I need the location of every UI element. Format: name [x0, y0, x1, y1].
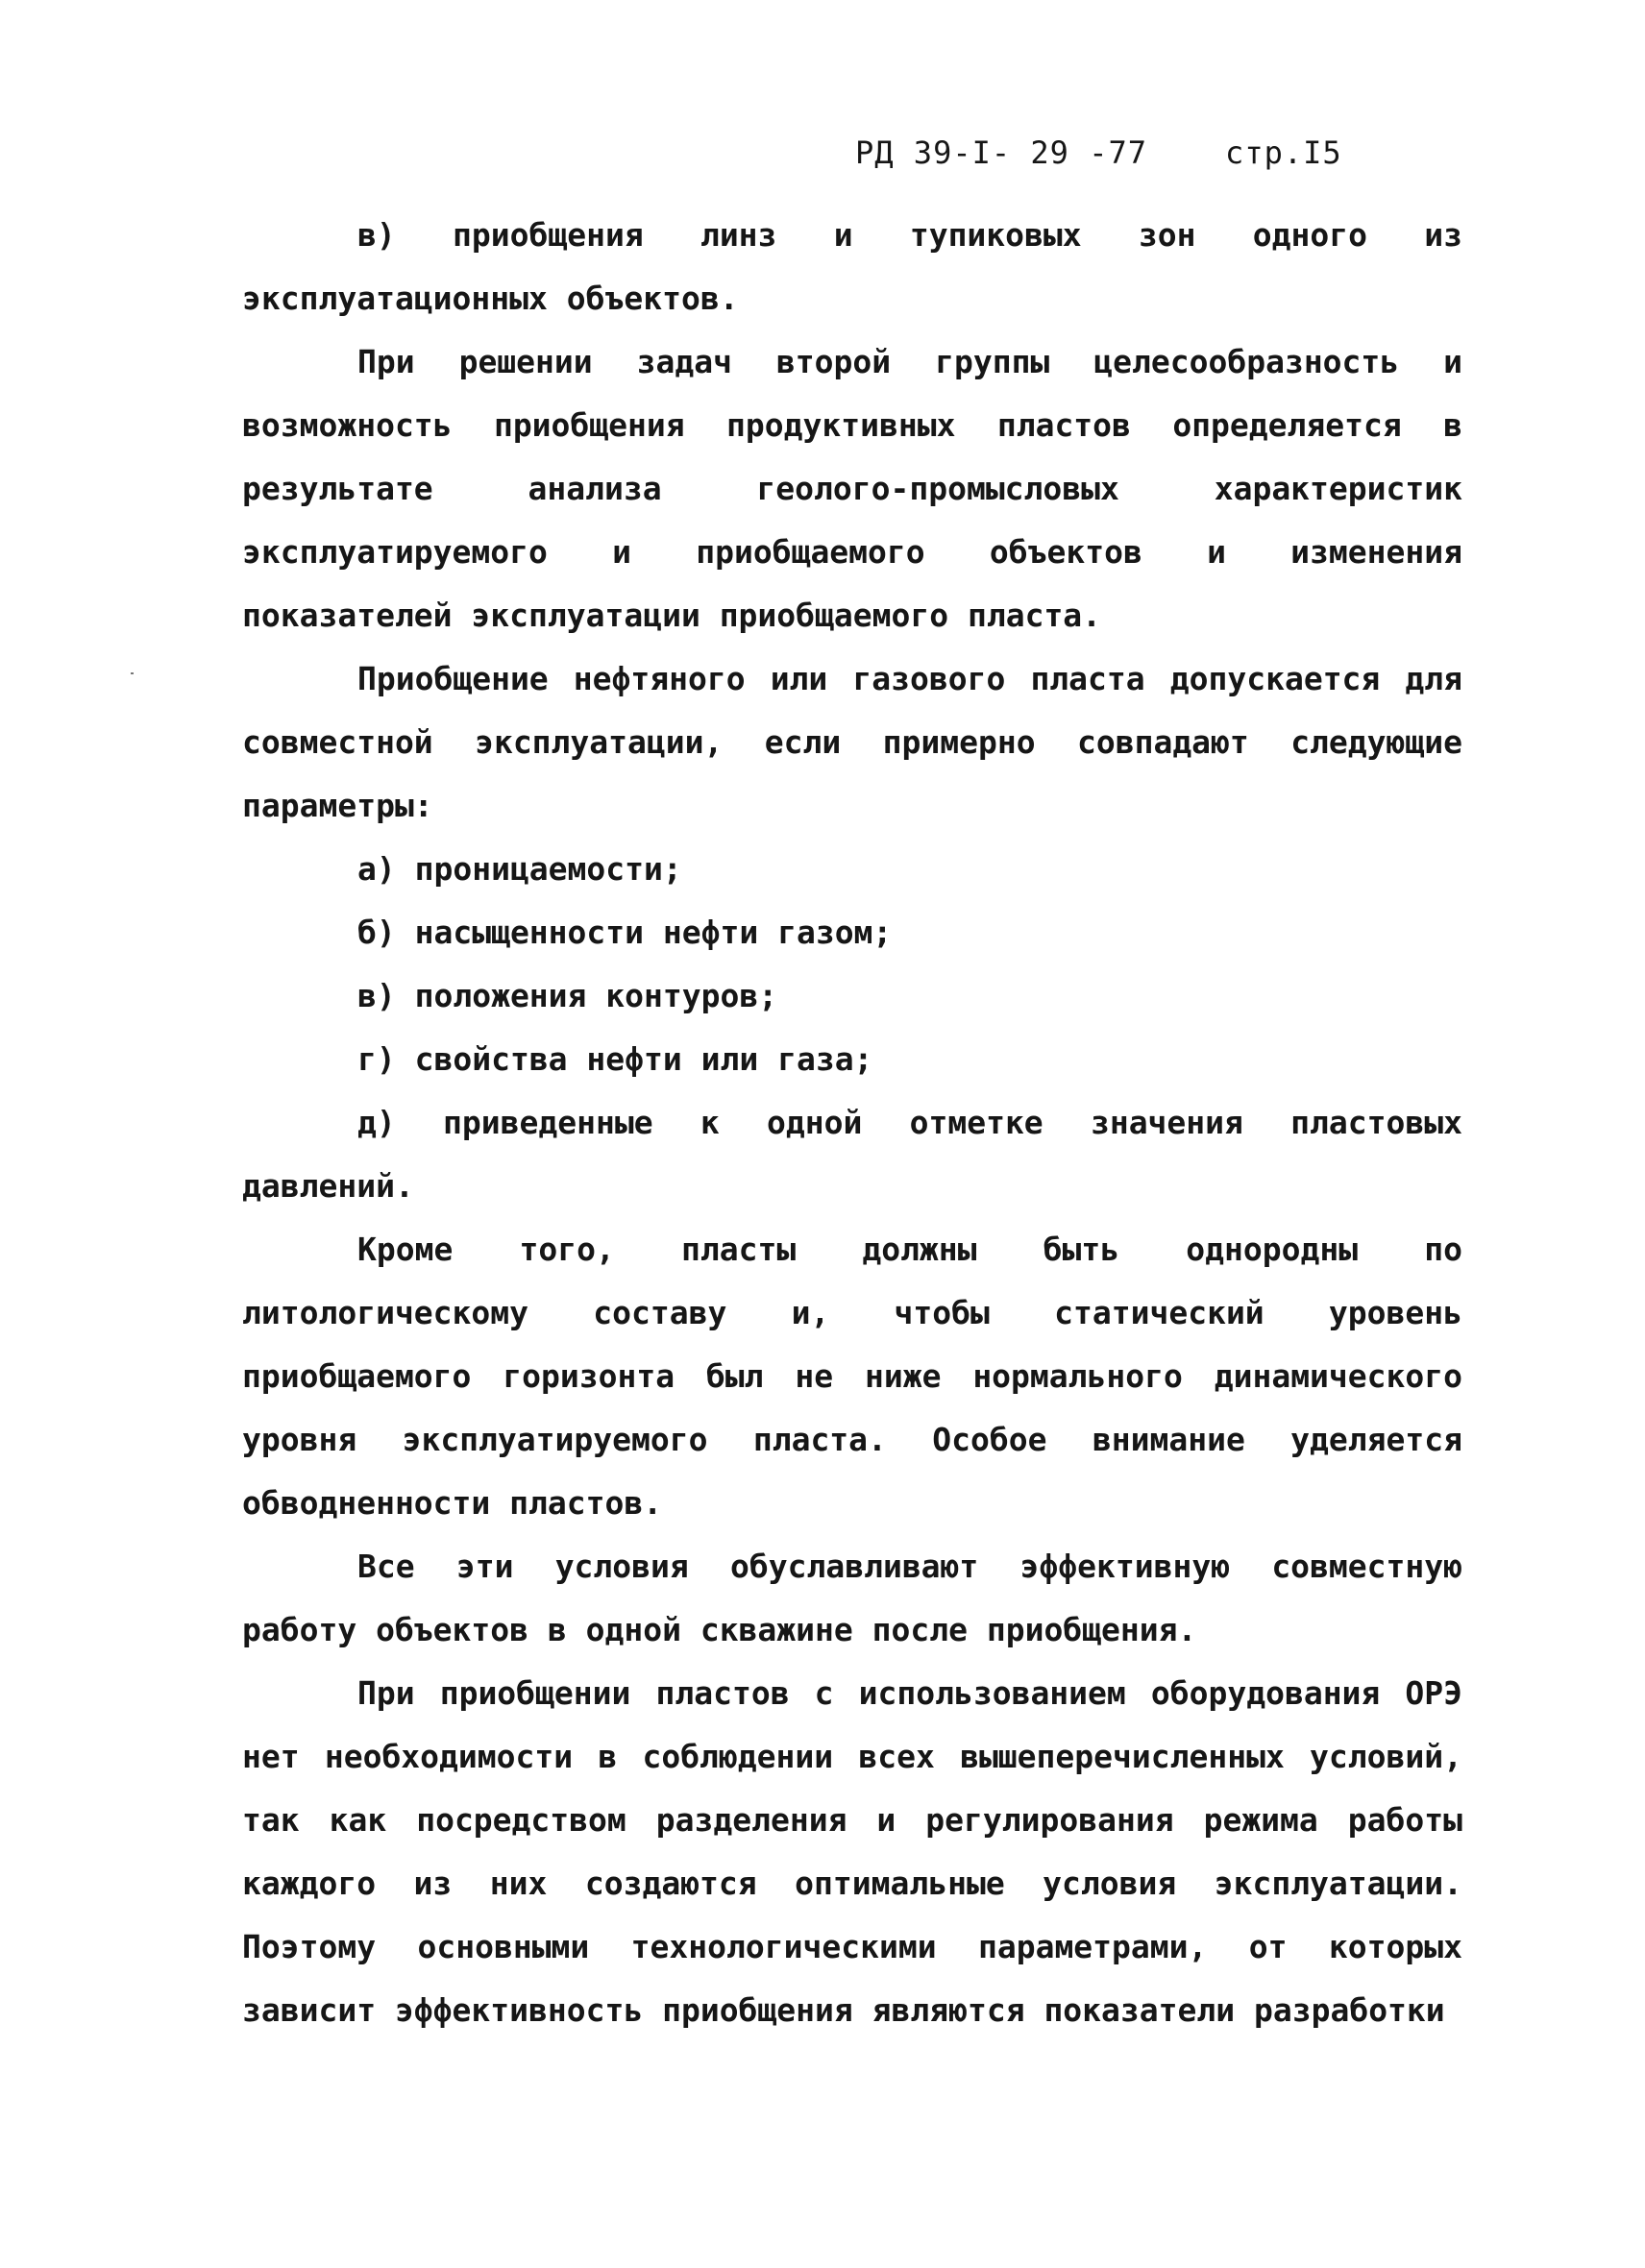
- paragraph-ore-equipment: При приобщении пластов с использованием оборудования ОРЭ нет необходимости в соблюдении всех вышеперечисленных условий, так как посредством разделения и регулирования режима работы каждого из них создаются оптимальные условия эксплуатации. Поэтому основными технологическими параметрами, от которых зависит эффективность приобщения являются показатели разработки: [242, 1674, 1462, 2029]
- document-body: [242, 204, 1462, 2042]
- list-item: в) положения контуров;: [357, 977, 778, 1014]
- scan-speck: [131, 672, 134, 674]
- page-number: стр.I5: [1225, 134, 1342, 171]
- document-code: РД 39-I- 29 -77: [855, 134, 1147, 171]
- paragraph-item-v-continuation: в) приобщения линз и тупиковых зон одного из эксплуатационных объектов.: [242, 216, 1462, 317]
- paragraph-lithology: Кроме того, пласты должны быть однородны по литологическому составу и, чтобы статический уровень приобщаемого горизонта был не ниже нормального динамического уровня эксплуатируемого пласта. Особое внимание уделяется обводненности пластов.: [242, 1231, 1462, 1522]
- list-item: г) свойства нефти или газа;: [357, 1040, 873, 1078]
- list-item: а) проницаемости;: [357, 850, 682, 888]
- paragraph-second-group: При решении задач второй группы целесообразность и возможность приобщения продуктивных пластов определяется в результате анализа геолого-промысловых характеристик эксплуатируемого и приобщаемого объектов и изменения показателей эксплуатации приобщаемого пласта.: [242, 343, 1462, 634]
- parameter-list: [242, 838, 1462, 1218]
- list-item: д) приведенные к одной отметке значения пластовых давлений.: [242, 1104, 1462, 1205]
- page-header: [855, 134, 1393, 171]
- paragraph-conditions-summary: Все эти условия обуславливают эффективную совместную работу объектов в одной скважине после приобщения.: [242, 1548, 1462, 1648]
- paragraph-admission-conditions: Приобщение нефтяного или газового пласта допускается для совместной эксплуатации, если примерно совпадают следующие параметры:: [242, 660, 1462, 824]
- list-item: б) насыщенности нефти газом;: [357, 914, 893, 951]
